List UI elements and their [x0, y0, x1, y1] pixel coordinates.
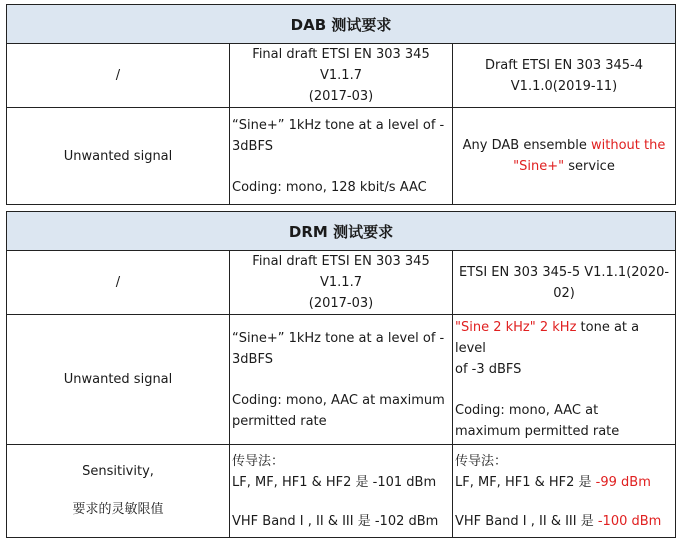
- dab-requirements-table: [6, 4, 676, 205]
- drm-header-label: /: [7, 251, 230, 315]
- drm-sensitivity-col2-line2-red: -99 dBm: [595, 474, 651, 490]
- drm-unwanted-col2: [453, 315, 676, 445]
- drm-unwanted-col1-line2: 3dBFS: [232, 351, 273, 367]
- dab-unwanted-col1-line3: Coding: mono, 128 kbit/s AAC: [232, 179, 427, 195]
- drm-sensitivity-col2-line3-a: VHF Band I , II & III 是: [455, 513, 598, 529]
- drm-sensitivity-col2-line3-red: -100 dBm: [597, 513, 662, 529]
- dab-unwanted-col2-a: Any DAB ensemble: [462, 138, 591, 153]
- drm-sensitivity-col2-line1: 传导法：: [455, 453, 508, 469]
- dab-unwanted-col2-red: without the: [591, 138, 666, 153]
- drm-unwanted-col2-rest: tone at a level: [455, 320, 640, 356]
- drm-unwanted-col2-line2: of -3 dBFS: [455, 362, 522, 377]
- drm-header-col1: [230, 251, 453, 315]
- drm-sensitivity-col1-line2: LF, MF, HF1 & HF2 是 -101 dBm: [232, 474, 437, 490]
- drm-unwanted-col2-red: "Sine 2 kHz" 2 kHz: [455, 320, 577, 335]
- drm-header-col2-line1: ETSI EN 303 345-5 V1.1.1(2020-: [458, 264, 670, 280]
- drm-table-title: DRM 测试要求: [7, 212, 676, 251]
- drm-unwanted-col1-line1: “Sine+” 1kHz tone at a level of -: [232, 330, 445, 346]
- drm-unwanted-col2-line1: [455, 317, 673, 359]
- dab-header-col2: [453, 44, 676, 108]
- dab-unwanted-col2-red2: "Sine+": [513, 159, 565, 174]
- dab-table-title: DAB 测试要求: [7, 5, 676, 44]
- spacer: [455, 380, 673, 400]
- drm-sensitivity-col1-line1: 传导法：: [232, 453, 285, 469]
- dab-unwanted-col1-line2: 3dBFS: [232, 138, 273, 154]
- dab-unwanted-col1: [230, 108, 453, 205]
- drm-sensitivity-col2: [453, 445, 676, 538]
- dab-unwanted-label: Unwanted signal: [7, 108, 230, 205]
- dab-header-label: /: [7, 44, 230, 108]
- dab-unwanted-col2-d: service: [564, 159, 615, 174]
- dab-header-col2-line2: V1.1.0(2019-11): [510, 78, 618, 94]
- drm-requirements-table: [6, 211, 676, 538]
- drm-unwanted-col2-line3: Coding: mono, AAC at: [455, 403, 599, 418]
- spacer: [7, 482, 229, 500]
- dab-unwanted-col2: [453, 108, 676, 205]
- drm-sensitivity-label1: Sensitivity,: [82, 464, 154, 479]
- drm-header-col1-line2: (2017-03): [308, 296, 374, 311]
- drm-sensitivity-label2: 要求的灵敏限值: [72, 502, 164, 517]
- drm-header-col2: [453, 251, 676, 315]
- drm-header-col2-line2: 02): [553, 285, 575, 301]
- dab-unwanted-col2-line1: [453, 135, 675, 156]
- dab-header-col1-line1: Final draft ETSI EN 303 345 V1.1.7: [252, 47, 430, 83]
- drm-sensitivity-col1: [230, 445, 453, 538]
- spacer: [455, 493, 673, 511]
- dab-header-col2-line1: Draft ETSI EN 303 345-4: [484, 57, 644, 73]
- drm-sensitivity-col2-line3: [455, 511, 673, 532]
- drm-sensitivity-col1-line3: VHF Band I , II & III 是 -102 dBm: [232, 513, 439, 529]
- dab-unwanted-col2-line2: [453, 156, 675, 177]
- drm-sensitivity-col2-line2: [455, 472, 673, 493]
- drm-unwanted-label: Unwanted signal: [7, 315, 230, 445]
- drm-unwanted-col2-line4: maximum permitted rate: [455, 424, 620, 439]
- drm-sensitivity-label: [7, 445, 230, 538]
- drm-unwanted-col1-line3: Coding: mono, AAC at maximum: [232, 392, 445, 408]
- spacer: [232, 157, 450, 177]
- spacer: [232, 493, 450, 511]
- drm-sensitivity-col2-line2-a: LF, MF, HF1 & HF2 是: [455, 474, 596, 490]
- dab-header-col1-line2: (2017-03): [308, 89, 374, 104]
- dab-unwanted-col1-line1: “Sine+” 1kHz tone at a level of -: [232, 117, 445, 133]
- dab-header-col1: [230, 44, 453, 108]
- drm-unwanted-col1-line4: permitted rate: [232, 413, 327, 429]
- spacer: [232, 370, 450, 390]
- drm-header-col1-line1: Final draft ETSI EN 303 345 V1.1.7: [252, 254, 430, 290]
- drm-unwanted-col1: [230, 315, 453, 445]
